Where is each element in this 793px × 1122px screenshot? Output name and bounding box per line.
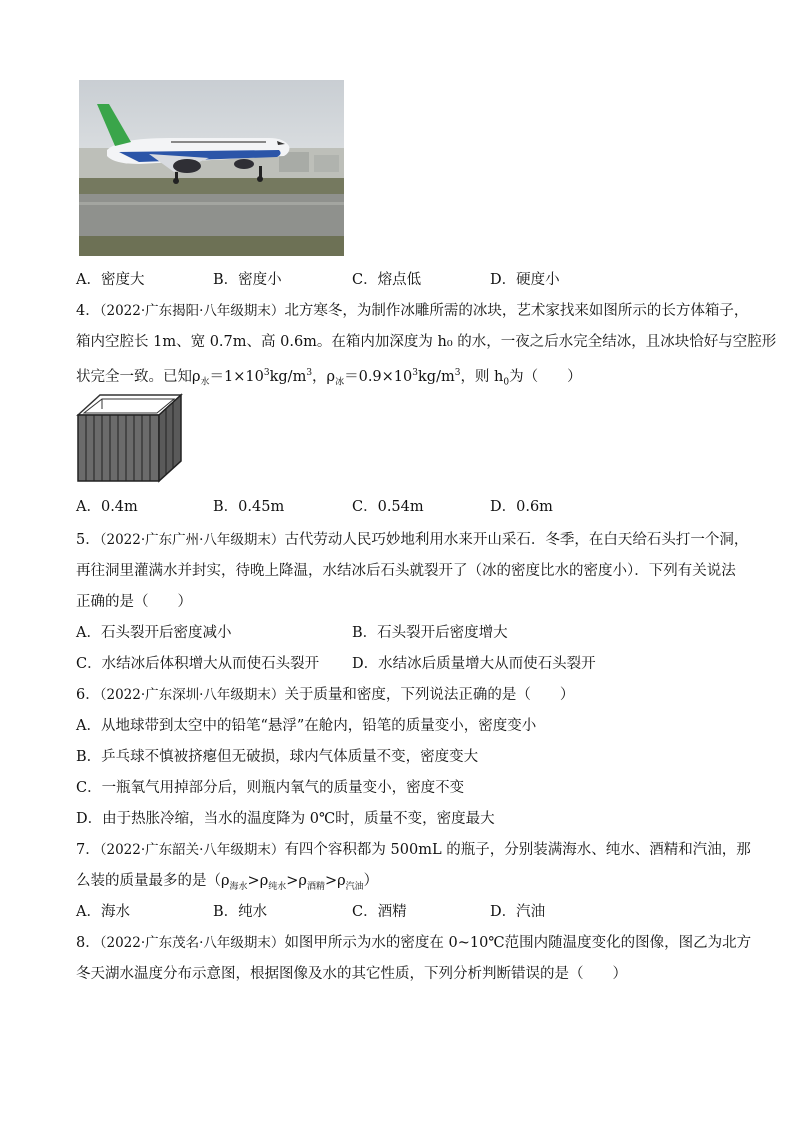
q5-line3: 正确的是（ ） bbox=[76, 594, 192, 610]
q7-line1 bbox=[76, 841, 751, 859]
q5-option-c: C．水结冰后体积增大从而使石头裂开 bbox=[76, 656, 320, 672]
q5-line2: 再往洞里灌满水并封实，待晚上降温，水结冰后石头就裂开了（冰的密度比水的密度小）．下列有关说法 bbox=[76, 563, 736, 579]
rho-seawater-sub: 海水 bbox=[229, 881, 248, 892]
q8-line2: 冬天湖水温度分布示意图，根据图像及水的其它性质，下列分析判断错误的是（ ） bbox=[76, 966, 627, 982]
rho-alcohol-sub: 酒精 bbox=[306, 881, 325, 892]
q5-text: 古代劳动人民巧妙地利用水来开山采石．冬季，在白天给石头打一个洞， bbox=[284, 532, 749, 548]
q4-text-part: ，则 h bbox=[460, 368, 504, 385]
q4-text: 北方寒冬，为制作冰雕所需的冰块，艺术家找来如图所示的长方体箱子， bbox=[284, 303, 749, 319]
exp: 3 bbox=[306, 368, 313, 378]
q7-option-c: C．酒精 bbox=[352, 904, 407, 920]
q4-line1 bbox=[76, 302, 748, 320]
q4-option-b: B．0.45m bbox=[213, 499, 285, 515]
q5-option-b: B．石头裂开后密度增大 bbox=[352, 625, 508, 641]
q4-text-part: ，ρ bbox=[312, 368, 336, 385]
gt: >ρ bbox=[324, 873, 346, 889]
q6-option-a: A．从地球带到太空中的铅笔“悬浮”在舱内，铅笔的质量变小，密度变小 bbox=[76, 718, 537, 734]
q4-option-a: A．0.4m bbox=[76, 499, 138, 515]
h0-sub: 0 bbox=[503, 377, 510, 388]
q7-option-a: A．海水 bbox=[76, 904, 130, 920]
q7-text-part: 么装的质量最多的是（ρ bbox=[76, 873, 230, 889]
q4-line3 bbox=[76, 364, 582, 392]
q4-option-d: D．0.6m bbox=[490, 499, 553, 515]
rho-purewater-sub: 纯水 bbox=[268, 881, 287, 892]
q3-option-d: D．硬度小 bbox=[490, 272, 560, 288]
rho-ice-sub: 冰 bbox=[335, 377, 345, 388]
exp: 3 bbox=[263, 368, 270, 378]
q4-text-part: kg/m bbox=[418, 368, 455, 385]
q7-text-part: ） bbox=[363, 873, 379, 889]
q7-line2 bbox=[76, 872, 378, 896]
q5-option-d: D．水结冰后质量增大从而使石头裂开 bbox=[352, 656, 596, 672]
q3-option-c: C．熔点低 bbox=[352, 272, 422, 288]
gt: >ρ bbox=[286, 873, 307, 889]
q6-number: 6． bbox=[76, 687, 100, 703]
q7-option-b: B．纯水 bbox=[213, 904, 268, 920]
q6-source: （2022·广东深圳·八年级期末） bbox=[99, 687, 285, 703]
airplane-photo bbox=[79, 80, 344, 256]
q4-text-part: ＝0.9×10 bbox=[344, 368, 413, 385]
q4-text-part: 为（ ） bbox=[509, 368, 582, 385]
q5-source: （2022·广东广州·八年级期末） bbox=[99, 532, 285, 548]
q4-text-part: kg/m bbox=[269, 368, 307, 385]
q7-text: 有四个容积都为 500mL 的瓶子，分别装满海水、纯水、酒精和汽油，那 bbox=[284, 842, 751, 858]
q3-option-a: A．密度大 bbox=[76, 272, 145, 288]
q4-option-c: C．0.54m bbox=[352, 499, 424, 515]
q8-source: （2022·广东茂名·八年级期末） bbox=[99, 935, 285, 951]
q5-option-a: A．石头裂开后密度减小 bbox=[76, 625, 232, 641]
q6-option-c: C．一瓶氧气用掉部分后，则瓶内氧气的质量变小，密度不变 bbox=[76, 780, 465, 796]
q5-line1 bbox=[76, 531, 748, 549]
q8-line1 bbox=[76, 934, 751, 952]
q7-option-d: D．汽油 bbox=[490, 904, 546, 920]
q8-number: 8． bbox=[76, 935, 100, 951]
q6-option-b: B．乒乓球不慎被挤瘪但无破损，球内气体质量不变，密度变大 bbox=[76, 749, 479, 765]
q6-option-d: D．由于热胀冷缩，当水的温度降为 0℃时，质量不变，密度最大 bbox=[76, 811, 495, 827]
rho-gasoline-sub: 汽油 bbox=[345, 881, 364, 892]
exp: 3 bbox=[412, 368, 418, 378]
q6-text: 关于质量和密度，下列说法正确的是（ ） bbox=[284, 687, 575, 703]
q3-option-b: B．密度小 bbox=[213, 272, 282, 288]
exp: 3 bbox=[454, 368, 461, 378]
q7-number: 7． bbox=[76, 842, 100, 858]
q5-number: 5． bbox=[76, 532, 100, 548]
gt: >ρ bbox=[247, 873, 269, 889]
q7-source: （2022·广东韶关·八年级期末） bbox=[99, 842, 285, 858]
rho-water-sub: 水 bbox=[200, 377, 210, 388]
q4-text-part: 状完全一致。已知ρ bbox=[76, 368, 201, 385]
q6-line1 bbox=[76, 686, 574, 704]
q8-text: 如图甲所示为水的密度在 0~10℃范围内随温度变化的图像，图乙为北方 bbox=[284, 935, 752, 951]
q4-number: 4． bbox=[76, 303, 100, 319]
box-figure bbox=[76, 393, 183, 483]
q4-text-part: ＝1×10 bbox=[209, 368, 264, 385]
q4-source: （2022·广东揭阳·八年级期末） bbox=[99, 303, 285, 319]
q4-line2: 箱内空腔长 1m、宽 0.7m、高 0.6m。在箱内加深度为 h₀ 的水，一夜之后水完全结冰，且冰块恰好与空腔形 bbox=[76, 334, 777, 350]
